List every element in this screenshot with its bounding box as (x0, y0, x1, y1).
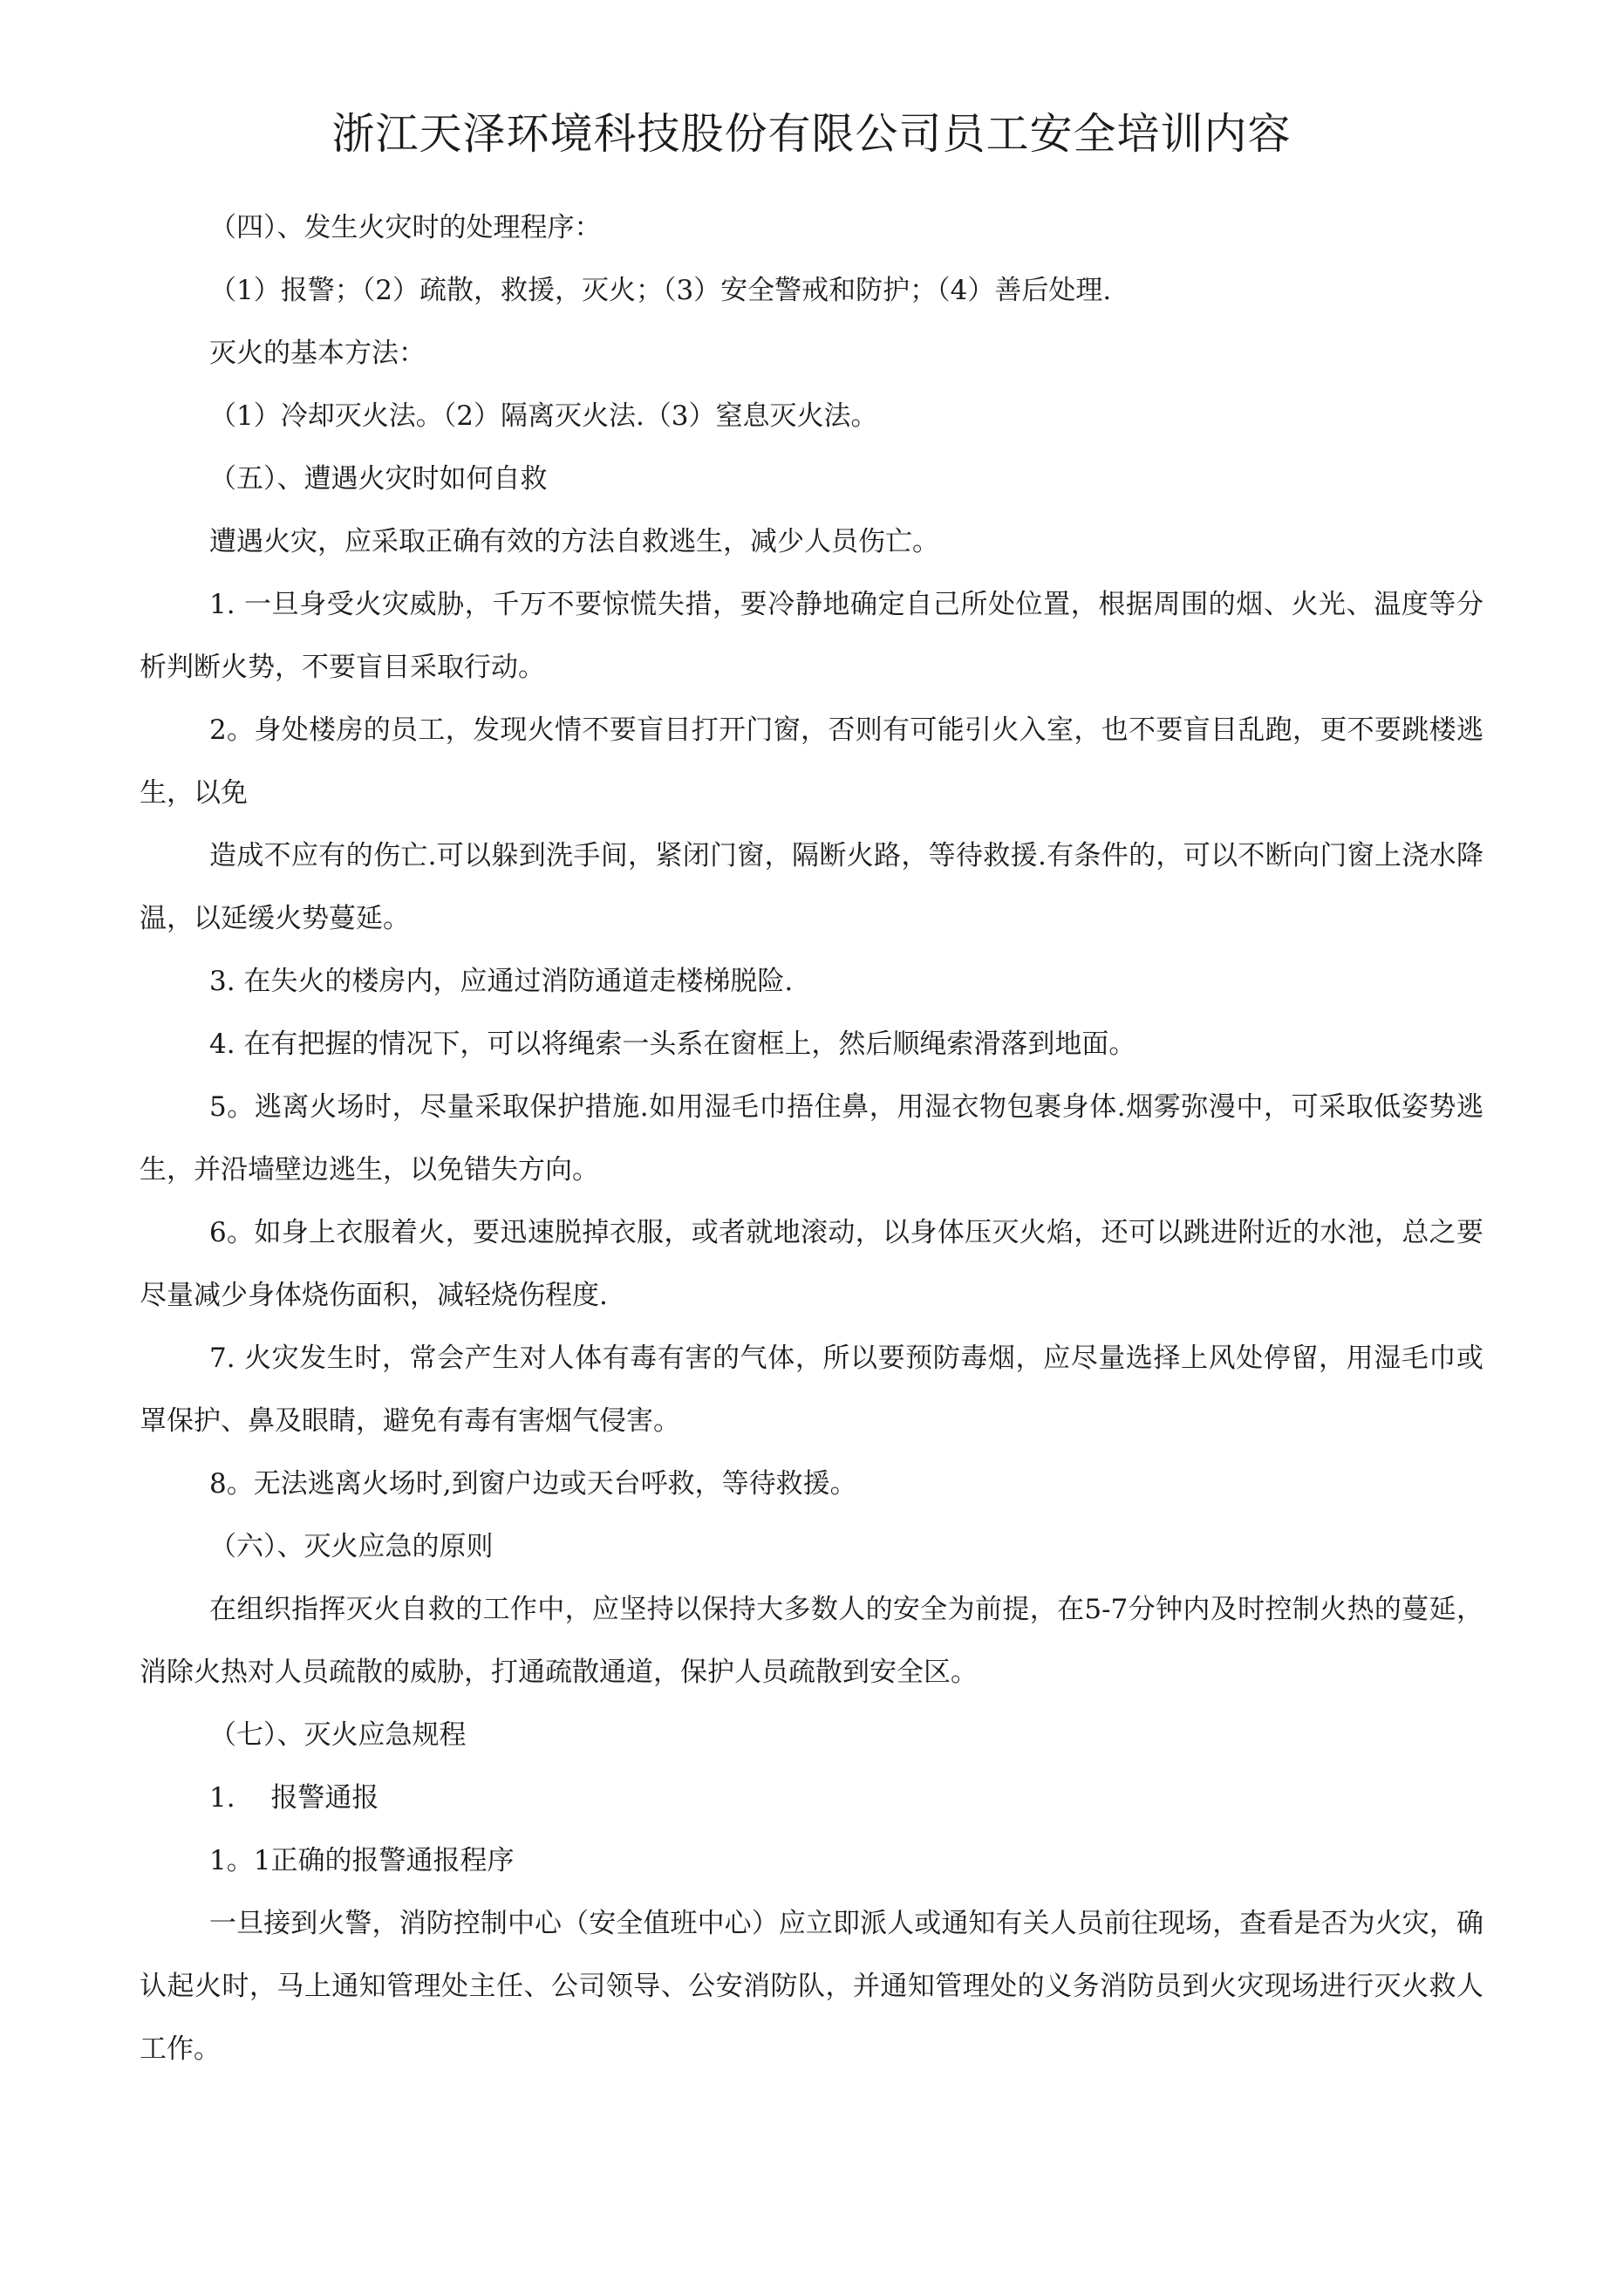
paragraph: 1. 报警通报 (209, 1782, 379, 1814)
paragraph: 6。如身上衣服着火，要迅速脱掉衣服，或者就地滚动，以身体压灭火焰，还可以跳进附近的水池，总之要尽量减少身体烧伤面积，减轻烧伤程度. (140, 1217, 1483, 1311)
paragraph: （五）、遭遇火灾时如何自救 (209, 463, 548, 495)
paragraph: （六）、灭火应急的原则 (209, 1531, 494, 1562)
document-title: 浙江天泽环境科技股份有限公司员工安全培训内容 (331, 109, 1292, 159)
paragraph: 1. 一旦身受火灾威胁，千万不要惊慌失措，要冷静地确定自己所处位置，根据周围的烟、火光、温度等分析判断火势，不要盲目采取行动。 (140, 589, 1483, 683)
paragraph: （七）、灭火应急规程 (209, 1719, 467, 1751)
paragraph: 1。1正确的报警通报程序 (209, 1845, 515, 1876)
paragraph: 在组织指挥灭火自救的工作中，应坚持以保持大多数人的安全为前提，在5-7分钟内及时控制火热的蔓延，消除火热对人员疏散的威胁，打通疏散通道，保护人员疏散到安全区。 (140, 1594, 1483, 1688)
document-body (140, 196, 1483, 2081)
paragraph: 遭遇火灾，应采取正确有效的方法自救逃生，减少人员伤亡。 (209, 526, 939, 557)
paragraph: 8。无法逃离火场时,到窗户边或天台呼救，等待救援。 (209, 1468, 857, 1500)
paragraph: 造成不应有的伤亡.可以躲到洗手间，紧闭门窗，隔断火路，等待救援.有条件的，可以不断向门窗上浇水降温，以延缓火势蔓延。 (140, 840, 1483, 934)
paragraph: （1）报警；（2）疏散，救援，灭火；（3）安全警戒和防护；（4）善后处理. (209, 275, 1112, 306)
paragraph: 一旦接到火警，消防控制中心（安全值班中心）应立即派人或通知有关人员前往现场，查看是否为火灾，确认起火时，马上通知管理处主任、公司领导、公安消防队，并通知管理处的义务消防员到火灾现场进行灭火救人工作。 (140, 1908, 1483, 2065)
paragraph: 3. 在失火的楼房内，应通过消防通道走楼梯脱险. (209, 966, 794, 997)
paragraph: 7. 火灾发生时，常会产生对人体有毒有害的气体，所以要预防毒烟，应尽量选择上风处停留，用湿毛巾或罩保护、鼻及眼睛，避免有毒有害烟气侵害。 (140, 1343, 1483, 1437)
paragraph: 4. 在有把握的情况下，可以将绳索一头系在窗框上，然后顺绳索滑落到地面。 (209, 1028, 1136, 1060)
paragraph: 灭火的基本方法： (209, 338, 426, 369)
paragraph: （1）冷却灭火法。（2）隔离灭火法.（3）窒息灭火法。 (209, 400, 878, 432)
paragraph: 5。逃离火场时，尽量采取保护措施.如用湿毛巾捂住鼻，用湿衣物包裹身体.烟雾弥漫中，可采取低姿势逃生，并沿墙壁边逃生，以免错失方向。 (140, 1091, 1483, 1186)
paragraph: 2。身处楼房的员工，发现火情不要盲目打开门窗，否则有可能引火入室，也不要盲目乱跑，更不要跳楼逃生，以免 (140, 714, 1483, 809)
paragraph: （四）、发生火灾时的处理程序： (209, 212, 602, 243)
